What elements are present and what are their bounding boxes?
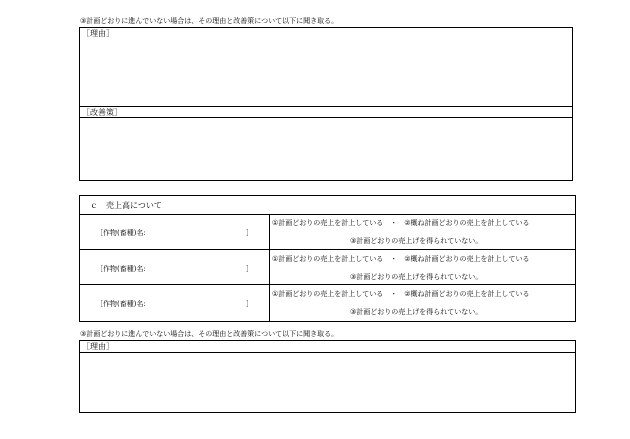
crop-cell[interactable] xyxy=(80,250,270,285)
sales-row xyxy=(80,214,575,250)
sales-option-line1[interactable]: ①計画どおりの売上を計上している ・ ②概ね計画どおりの売上を計上している xyxy=(272,219,530,227)
crop-bracket: ］ xyxy=(246,229,253,237)
sales-table xyxy=(79,195,576,322)
crop-label: ［作物(畜種)名: xyxy=(96,300,146,308)
sales-option-line2[interactable]: ③計画どおりの売上げを得られていない。 xyxy=(350,237,483,245)
reason-label: ［理由］ xyxy=(82,342,114,351)
reason-field[interactable] xyxy=(80,28,572,106)
sales-option-line1[interactable]: ①計画どおりの売上を計上している ・ ②概ね計画どおりの売上を計上している xyxy=(272,255,530,263)
sales-heading-row xyxy=(80,196,575,215)
section1-note: ③計画どおりに進んでいない場合は、その理由と改善策について以下に聞き取る。 xyxy=(80,17,339,25)
sales-heading: ｃ 売上高について xyxy=(90,201,162,210)
crop-label: ［作物(畜種)名: xyxy=(96,265,146,273)
sales-option-line2[interactable]: ③計画どおりの売上げを得られていない。 xyxy=(350,308,483,316)
crop-bracket: ］ xyxy=(246,265,253,273)
section2-note: ③計画どおりに進んでいない場合は、その理由と改善策について以下に聞き取る。 xyxy=(80,330,339,338)
reason-label: ［理由］ xyxy=(82,29,114,38)
sales-row xyxy=(80,284,575,321)
reason-improvement-box xyxy=(79,27,573,181)
sales-row xyxy=(80,249,575,285)
improvement-label: ［改善策］ xyxy=(82,108,122,117)
crop-bracket: ］ xyxy=(246,300,253,308)
sales-option-line1[interactable]: ①計画どおりの売上を計上している ・ ②概ね計画どおりの売上を計上している xyxy=(272,290,530,298)
reason-box xyxy=(79,340,576,413)
reason-field[interactable] xyxy=(80,353,575,412)
crop-cell[interactable] xyxy=(80,285,270,321)
label-divider xyxy=(80,117,572,118)
sales-option-line2[interactable]: ③計画どおりの売上げを得られていない。 xyxy=(350,273,483,281)
crop-cell[interactable] xyxy=(80,214,270,250)
crop-label: ［作物(畜種)名: xyxy=(96,229,146,237)
